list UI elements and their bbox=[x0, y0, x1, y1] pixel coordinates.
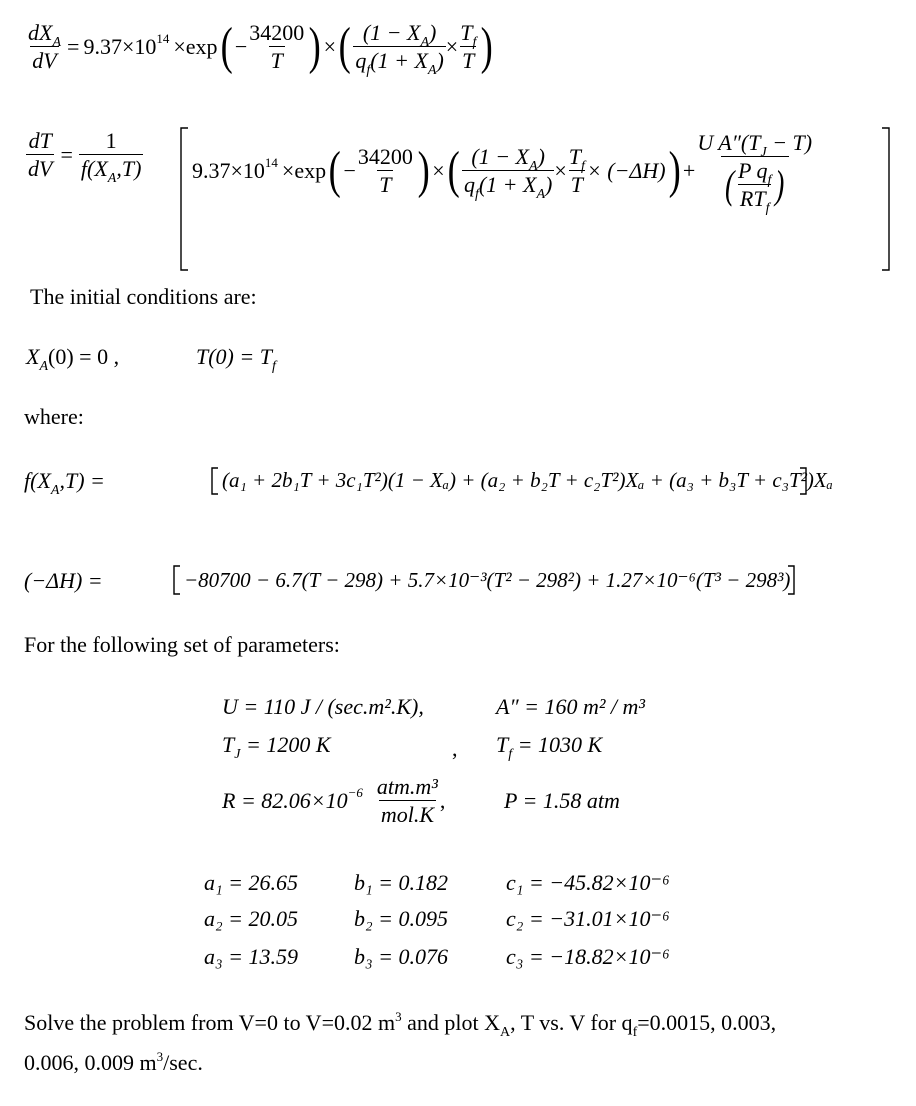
f-equation-body: (a₁ + 2b₁T + 3c₁T²)(1 − Xₐ) + (a₂ + b₂T + c₂T²)Xₐ + (a₃ + b₃T + c₃T²)Xₐ bbox=[222, 468, 833, 492]
equation-1: $\frac{dX_A}{dV}$ = 9.37 × 10 14 × exp ( − $\frac{34200}{T}$ ) × ( $\frac{(1 - X_A)}{q_f(1 + X_A)}$ × $\frac{T_f}{T}$ ) bbox=[28, 18, 494, 78]
eq2-temp-frac: $\frac{T_f}{T}$ bbox=[568, 144, 585, 197]
eq1-temp-frac: $\frac{T_f}{T}$ bbox=[460, 20, 477, 73]
param-Tf: $T_f = 1030$ K bbox=[496, 732, 603, 762]
param-R: R = 82.06×10 −6 $\frac{\text{atm.m³}}{\text{mol.K}}$ , bbox=[222, 774, 446, 827]
parameters-label: For the following set of parameters: bbox=[24, 632, 340, 657]
eq1-conversion-frac: $\frac{(1 - X_A)}{q_f(1 + X_A)}$ bbox=[355, 20, 444, 78]
param-comma: , bbox=[452, 736, 458, 761]
param-A: A″ = 160 m² / m³ bbox=[496, 694, 646, 719]
param-TJ: $T_J = 1200$ K bbox=[222, 732, 331, 762]
eq2-prefactor: $\frac{1}{f(X_A,T)}$ bbox=[80, 128, 142, 186]
coef-row-1: a₁ = 26.65 b₁ = 0.182 c₁ = −45.82×10⁻⁶ bbox=[204, 870, 670, 895]
coef-row-3: a₃ = 13.59 b₃ = 0.076 c₃ = −18.82×10⁻⁶ bbox=[204, 944, 670, 969]
feq-left-bracket bbox=[212, 468, 218, 494]
eq2-lhs: $\frac{dT}{dV}$ bbox=[28, 128, 53, 181]
ic-x: $X_A(0) = 0$ , bbox=[26, 344, 120, 374]
ic-t: $T(0) = T_f$ bbox=[196, 344, 276, 374]
equation-2: $\frac{dT}{dV}$ = $\frac{1}{f(X_A,T)}$ bbox=[28, 128, 142, 186]
eq1-activation: $\frac{34200}{T}$ bbox=[249, 20, 305, 73]
eq2-conversion-frac: $\frac{(1 - X_A)}{q_f(1 + X_A)}$ bbox=[463, 144, 553, 202]
f-equation: $f(X_A,T)$ = bbox=[24, 468, 105, 498]
eq2-activation: $\frac{34200}{T}$ bbox=[357, 144, 413, 197]
param-U: U = 110 J / (sec.m².K), bbox=[222, 694, 424, 719]
coef-row-2: a₂ = 20.05 b₂ = 0.095 c₂ = −31.01×10⁻⁶ bbox=[204, 906, 670, 931]
param-P: P = 1.58 atm bbox=[504, 788, 620, 813]
initial-conditions-label: The initial conditions are: bbox=[30, 284, 257, 309]
dh-equation: (−ΔH) = bbox=[24, 568, 103, 593]
eq2-bracket-body: 9.37 × 10 14 × exp ( − $\frac{34200}{T}$ ) × ( $\frac{(1 - X_A)}{q_f(1 + X_A)}$ × $\frac{T_f}{T}$ × (−ΔH) ) + U $A''(T_J - T)$ ( $\frac{P q_f}{RT_f}$ ) bbox=[192, 130, 813, 216]
where-label: where: bbox=[24, 404, 84, 429]
dh-equation-body: −80700 − 6.7(T − 298) + 5.7×10⁻³(T² − 298²) + 1.27×10⁻⁶(T³ − 298³) bbox=[184, 568, 791, 592]
eq2-heat-transfer-frac: U $A''(T_J - T)$ ( $\frac{P q_f}{RT_f}$ ) bbox=[697, 130, 813, 216]
dh-left-bracket bbox=[174, 566, 180, 594]
eq1-lhs: $\frac{dX_A}{dV}$ bbox=[28, 20, 62, 73]
left-bracket bbox=[181, 128, 188, 270]
right-bracket bbox=[882, 128, 889, 270]
solve-line-1: Solve the problem from V=0 to V=0.02 $m^3$ and plot $X_A$, T vs. V for $q_f=0.0015$, 0.003, bbox=[24, 1009, 777, 1040]
eq1-coef: 9.37 bbox=[83, 34, 122, 59]
solve-line-2: 0.006, 0.009 $m^3/\sec$. bbox=[24, 1049, 203, 1075]
